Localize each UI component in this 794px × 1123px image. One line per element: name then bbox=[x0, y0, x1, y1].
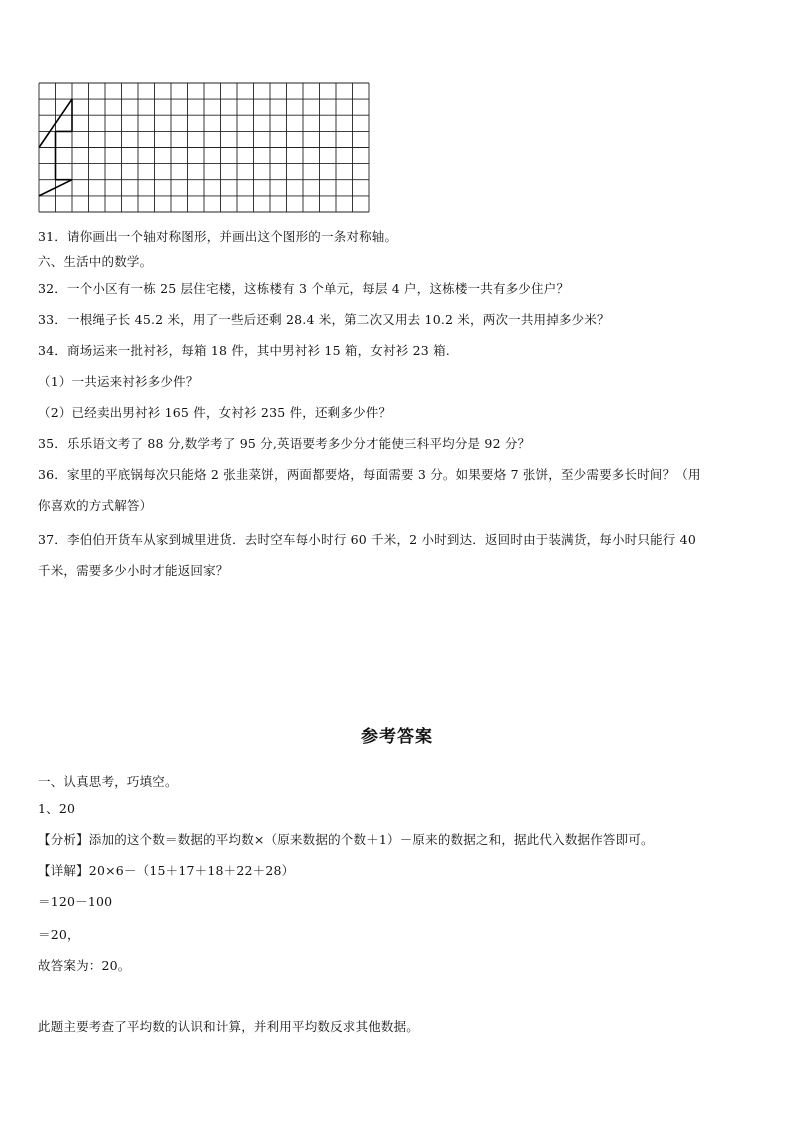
square-grid-figure bbox=[38, 82, 370, 214]
question-34-part-1: （1）一共运来衬衫多少件？ bbox=[38, 374, 199, 389]
answer-conclusion: 故答案为：20。 bbox=[38, 958, 131, 973]
answer-summary: 此题主要考查了平均数的认识和计算，并利用平均数反求其他数据。 bbox=[38, 1019, 420, 1034]
answer-detail: 【详解】20×6－（15＋17＋18＋22＋28） bbox=[38, 863, 295, 878]
answer-analysis: 【分析】添加的这个数＝数据的平均数×（原来数据的个数＋1）－原来的数据之和，据此代入数据作答即可。 bbox=[38, 832, 654, 847]
question-34-part-2: （2）已经卖出男衬衫 165 件，女衬衫 235 件，还剩多少件？ bbox=[38, 405, 392, 420]
question-37-line-2: 千米，需要多少小时才能返回家？ bbox=[38, 563, 229, 578]
answer-1: 1、20 bbox=[38, 801, 76, 816]
answer-step-1: ＝120－100 bbox=[38, 894, 113, 909]
answers-title: 参考答案 bbox=[361, 727, 433, 747]
question-34: 34．商场运来一批衬衫，每箱 18 件，其中男衬衫 15 箱，女衬衫 23 箱. bbox=[38, 343, 450, 358]
answers-section-1: 一、认真思考，巧填空。 bbox=[38, 774, 178, 789]
answer-step-2: ＝20， bbox=[38, 927, 80, 942]
question-31: 31．请你画出一个轴对称图形，并画出这个图形的一条对称轴。 bbox=[38, 229, 398, 244]
question-33: 33．一根绳子长 45.2 米，用了一些后还剩 28.4 米，第二次又用去 10.2 米，两次一共用掉多少米？ bbox=[38, 312, 610, 327]
question-35: 35．乐乐语文考了 88 分,数学考了 95 分,英语要考多少分才能使三科平均分是 92 分？ bbox=[38, 436, 531, 451]
question-37-line-1: 37．李伯伯开货车从家到城里进货．去时空车每小时行 60 千米，2 小时到达．返回时由于装满货，每小时只能行 40 bbox=[38, 532, 696, 547]
section-heading-6: 六、生活中的数学。 bbox=[38, 254, 153, 269]
question-36-line-2: 你喜欢的方式解答） bbox=[38, 498, 153, 513]
question-36-line-1: 36．家里的平底锅每次只能烙 2 张韭菜饼，两面都要烙，每面需要 3 分。如果要烙 7 张饼，至少需要多长时间？（用 bbox=[38, 467, 701, 482]
question-32: 32．一个小区有一栋 25 层住宅楼，这栋楼有 3 个单元，每层 4 户，这栋楼一共有多少住户？ bbox=[38, 281, 570, 296]
